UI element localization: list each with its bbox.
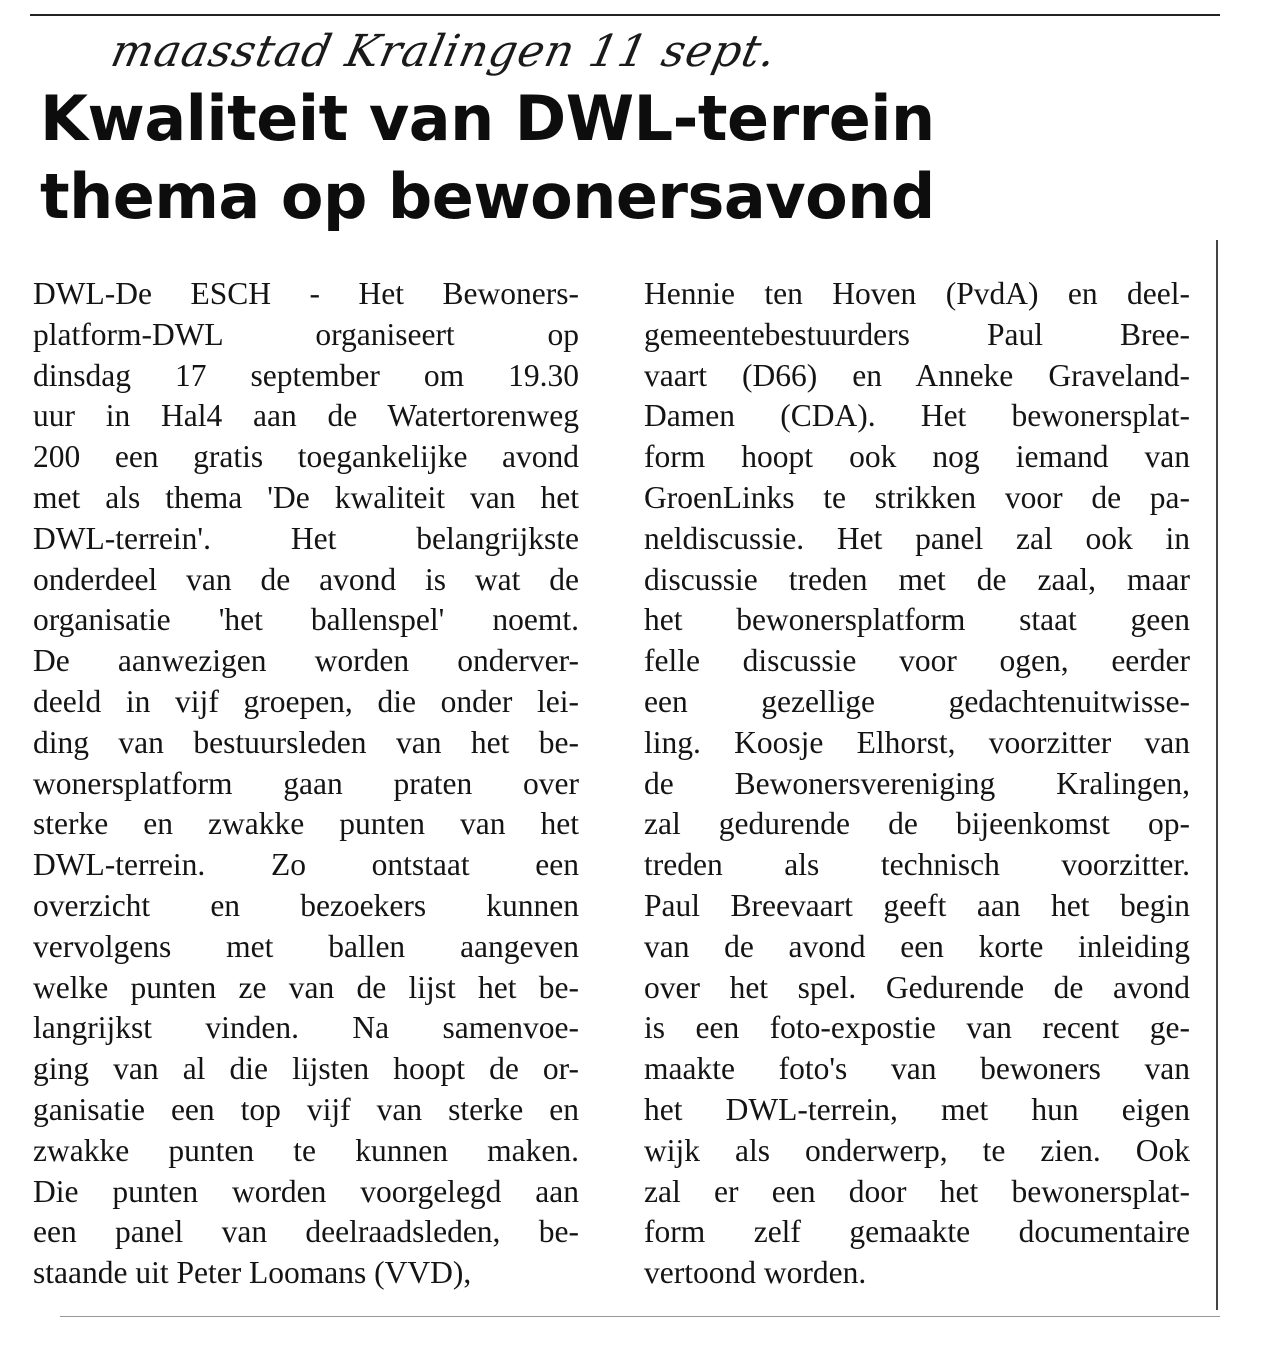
article-column-right [644, 274, 1190, 1294]
article-text-line: welke punten ze van de lijst het be- [33, 969, 579, 1005]
article-text-line: platform-DWL organiseert op [33, 316, 579, 352]
article-text-line: DWL-terrein'. Het belangrijkste [33, 520, 579, 556]
article-text-line: de Bewonersvereniging Kralingen, [644, 765, 1190, 801]
article-text-line: met als thema 'De kwaliteit van het [33, 479, 579, 515]
article-text-line: felle discussie voor ogen, eerder [644, 643, 1190, 679]
article-text-line: dinsdag 17 september om 19.30 [33, 357, 579, 393]
article-text-line: gemeentebestuurders Paul Bree- [644, 316, 1190, 352]
article-text-line: uur in Hal4 aan de Watertorenweg [33, 398, 579, 434]
article-text-line: langrijkst vinden. Na samenvoe- [33, 1010, 579, 1046]
article-text-line: ganisatie een top vijf van sterke en [33, 1091, 579, 1127]
article-text-line: form hoopt ook nog iemand van [644, 439, 1190, 475]
article-text-line: discussie treden met de zaal, maar [644, 561, 1190, 597]
article-text-line: een panel van deelraadsleden, be- [33, 1214, 579, 1250]
article-text-line: form zelf gemaakte documentaire [644, 1214, 1190, 1250]
article-text-line: vaart (D66) en Anneke Graveland- [644, 357, 1190, 393]
article-text-line: vervolgens met ballen aangeven [33, 928, 579, 964]
article-text-line: Hennie ten Hoven (PvdA) en deel- [644, 276, 1190, 311]
article-text-line: overzicht en bezoekers kunnen [33, 887, 579, 923]
article-text-line: sterke en zwakke punten van het [33, 806, 579, 842]
article-text-line: wijk als onderwerp, te zien. Ook [644, 1132, 1190, 1168]
article-text-line: neldiscussie. Het panel zal ook in [644, 520, 1190, 556]
article-text-line: Die punten worden voorgelegd aan [33, 1173, 579, 1209]
article-text-line: ling. Koosje Elhorst, voorzitter van [644, 724, 1190, 760]
article-text-line: is een foto-expostie van recent ge- [644, 1010, 1190, 1046]
article-text-line: onderdeel van de avond is wat de [33, 561, 579, 597]
article-text-line: zwakke punten te kunnen maken. [33, 1132, 579, 1168]
article-text-line: het bewonersplatform staat geen [644, 602, 1190, 638]
article-text-line: wonersplatform gaan praten over [33, 765, 579, 801]
article-text-line: De aanwezigen worden onderver- [33, 643, 579, 679]
headline-line: Kwaliteit van DWL-terrein [40, 82, 935, 155]
article-text-line: treden als technisch voorzitter. [644, 847, 1190, 883]
article-text-line: het DWL-terrein, met hun eigen [644, 1091, 1190, 1127]
article-text-line: Damen (CDA). Het bewonersplat- [644, 398, 1190, 434]
article-text-line: zal er een door het bewonersplat- [644, 1173, 1190, 1209]
article-text-line: 200 een gratis toegankelijke avond [33, 439, 579, 475]
article-text-line: over het spel. Gedurende de avond [644, 969, 1190, 1005]
handwritten-source-note: maasstad Kralingen 11 sept. [106, 26, 782, 77]
article-text-line: een gezellige gedachtenuitwisse- [644, 683, 1190, 719]
article-text-line: vertoond worden. [644, 1255, 867, 1291]
article-text-line: DWL-terrein. Zo ontstaat een [33, 847, 579, 883]
article-text-line: maakte foto's van bewoners van [644, 1051, 1190, 1087]
article-text-line: organisatie 'het ballenspel' noemt. [33, 602, 579, 638]
article-text-line: zal gedurende de bijeenkomst op- [644, 806, 1190, 842]
right-rule [1216, 240, 1218, 1310]
article-text-line: DWL-De ESCH - Het Bewoners- [33, 276, 579, 311]
article-column-left [33, 274, 579, 1294]
article-text-line: Paul Breevaart geeft aan het begin [644, 887, 1190, 923]
top-rule [30, 14, 1220, 16]
headline-line: thema op bewonersavond [40, 160, 935, 233]
article-text-line: GroenLinks te strikken voor de pa- [644, 479, 1190, 515]
article-headline [40, 80, 1190, 236]
article-text-line: ding van bestuursleden van het be- [33, 724, 579, 760]
article-text-line: ging van al die lijsten hoopt de or- [33, 1051, 579, 1087]
article-text-line: staande uit Peter Loomans (VVD), [33, 1255, 472, 1291]
article-text-line: van de avond een korte inleiding [644, 928, 1190, 964]
article-text-line: deeld in vijf groepen, die onder lei- [33, 683, 579, 719]
bottom-rule [60, 1316, 1220, 1317]
